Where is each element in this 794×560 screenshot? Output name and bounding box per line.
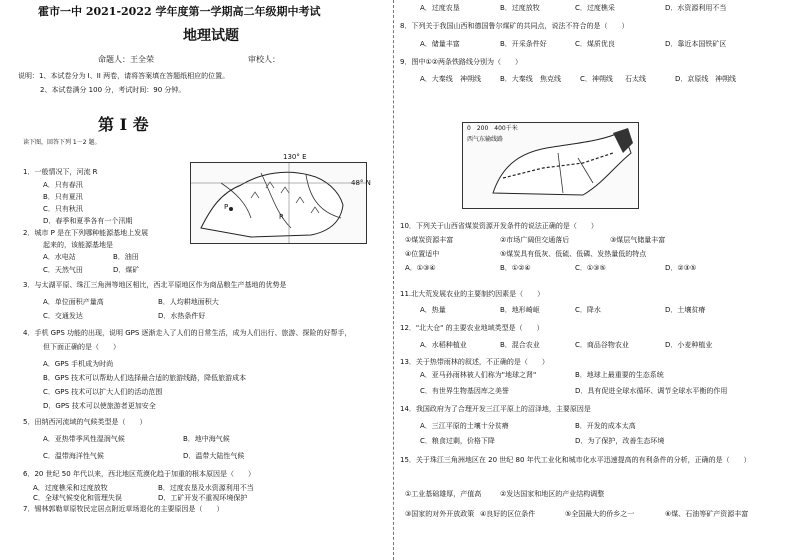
question-line: D．工矿开发不重视环境保护 bbox=[158, 494, 248, 502]
question-line: C．煤质优良 bbox=[575, 40, 615, 48]
question-line: C．温带海洋性气候 bbox=[43, 452, 104, 460]
question-line: ③煤层气储量丰富 bbox=[610, 236, 666, 244]
question-line: 14．我国政府为了合理开发三江平原上的沼泽地，主要原因是 bbox=[400, 405, 591, 413]
question-line: B．开采条件好 bbox=[500, 40, 547, 48]
map-scale: 0 200 400千米 bbox=[467, 125, 518, 132]
map-railways bbox=[462, 122, 639, 209]
map-heilongjiang bbox=[190, 153, 371, 244]
part-heading: 第 I 卷 bbox=[98, 115, 149, 134]
question-line: B．地形崎岖 bbox=[500, 306, 540, 314]
question-line: 石太线 bbox=[625, 75, 646, 83]
question-line: 神朔线 bbox=[460, 75, 481, 83]
map-drawing bbox=[191, 163, 366, 243]
question-line: A．大秦线 bbox=[420, 75, 453, 83]
question-line: C．天然气田 bbox=[43, 266, 83, 274]
question-line: C．①③⑤ bbox=[575, 264, 606, 272]
question-line: D．温带大陆性气候 bbox=[183, 452, 245, 460]
exam-title: 霍市一中 2021-2022 学年度第一学期高二年级期中考试 bbox=[38, 5, 321, 18]
question-line: B．地球上最重要的生态系统 bbox=[575, 371, 664, 379]
left-column bbox=[18, 0, 388, 560]
question-line: C．交通发达 bbox=[43, 312, 83, 320]
column-divider bbox=[393, 0, 394, 560]
question-line: B．过度放牧 bbox=[500, 4, 540, 12]
label-p: P bbox=[224, 203, 229, 211]
question-line: B．①②④ bbox=[500, 264, 531, 272]
question-line: 8．下列关于我国山西和德国鲁尔煤矿的共同点，说法不符合的是（ ） bbox=[400, 22, 629, 30]
question-line: D．春季和夏季各有一个汛期 bbox=[43, 217, 133, 225]
question-line: 2．城市 P 是在下列哪种能源基地上发展 bbox=[23, 229, 149, 237]
question-line: ②发达国家和地区的产业结构调整 bbox=[500, 490, 605, 498]
longitude-label: 130° E bbox=[283, 153, 307, 161]
question-line: A．储量丰富 bbox=[420, 40, 460, 48]
question-line: A．水电站 bbox=[43, 253, 76, 261]
question-line: C．有世界生物基因库之美誉 bbox=[420, 387, 509, 395]
question-line: 7．锡林郭勒草原牧民定居点附近草场退化的主要原因是（ ） bbox=[23, 505, 224, 513]
question-line: 但下面正确的是（ ） bbox=[43, 343, 120, 351]
question-line: ⑥煤、石油等矿产资源丰富 bbox=[665, 510, 749, 518]
question-line: A．三江平原的土壤十分贫瘠 bbox=[420, 422, 509, 430]
question-line: 5．田纳西河流域的气候类型是（ ） bbox=[23, 418, 147, 426]
group-intro: 读下图，回答下列 1－2 题。 bbox=[23, 139, 101, 146]
question-line: 10．下列关于山西省煤炭资源开发条件的说法正确的是（ ） bbox=[400, 222, 598, 230]
question-line: 12．"北大仓" 的主要农业地域类型是（ ） bbox=[400, 324, 544, 332]
question-line: D．为了保护，改善生态环境 bbox=[575, 437, 665, 445]
question-line: B．开发的成本太高 bbox=[575, 422, 636, 430]
question-line: D．煤矿 bbox=[113, 266, 140, 274]
question-line: 1．一般情况下，河流 R bbox=[23, 168, 98, 176]
subject-title: 地理试题 bbox=[183, 28, 239, 44]
question-line: A．①③④ bbox=[405, 264, 436, 272]
instruction-1: 说明：1、本试卷分为 I、II 两卷，请将答案填在答题纸相应的位置。 bbox=[18, 72, 230, 80]
instruction-2: 2、本试卷满分 100 分，考试时间：90 分钟。 bbox=[40, 86, 186, 94]
reviewer: 审校人： bbox=[248, 55, 280, 64]
label-r: R bbox=[279, 213, 284, 221]
question-line: A．GPS 手机成为时尚 bbox=[43, 360, 114, 368]
question-line: A．亚热带季风性湿润气候 bbox=[43, 435, 125, 443]
question-line: C．只有秋汛 bbox=[43, 205, 83, 213]
question-line: ②市场广阔但交通落后 bbox=[500, 236, 570, 244]
author: 命题人：王全荣 bbox=[98, 55, 154, 64]
question-line: ④位置适中 bbox=[405, 250, 440, 258]
question-line: B．油田 bbox=[113, 253, 139, 261]
question-line: ①工业基础雄厚，产值高 bbox=[405, 490, 482, 498]
question-line: D．②③⑤ bbox=[665, 264, 697, 272]
question-line: D．京原线 bbox=[675, 75, 709, 83]
question-line: C．GPS 技术可以扩大人们的活动范围 bbox=[43, 388, 163, 396]
question-line: 焦克线 bbox=[540, 75, 561, 83]
question-line: B．GPS 技术可以帮助人们选择最合适的旅游线路，降低旅游成本 bbox=[43, 374, 247, 382]
question-line: A．单位面积产量高 bbox=[43, 298, 104, 306]
question-line: A．水稻种植业 bbox=[420, 341, 467, 349]
question-line: ⑤全国最大的侨乡之一 bbox=[565, 510, 635, 518]
question-line: ③国家的对外开放政策 bbox=[405, 510, 475, 518]
question-line: C．神朔线 bbox=[580, 75, 613, 83]
question-line: C．全球气候变化和管理失误 bbox=[33, 494, 122, 502]
question-line: A．亚马孙雨林被人们称为"地球之肾" bbox=[420, 371, 537, 379]
question-line: 3．与太湖平原、珠江三角洲等地区相比，西北平原地区作为商品粮生产基地的优势是 bbox=[23, 281, 287, 289]
question-line: C．降水 bbox=[575, 306, 601, 314]
question-line: D．GPS 技术可以使旅游者更加安全 bbox=[43, 402, 156, 410]
question-line: 起来的，该能源基地是 bbox=[43, 241, 113, 249]
question-line: B．人均耕地面积大 bbox=[158, 298, 219, 306]
question-line: D．具有促进全球水循环、调节全球水平衡的作用 bbox=[575, 387, 728, 395]
latitude-label: 48° N bbox=[351, 179, 371, 187]
question-line: 6．20 世纪 50 年代以来，西北地区荒漠化趋于加重的根本原因是（ ） bbox=[23, 470, 255, 478]
question-line: C．粮食过剩，价格下降 bbox=[420, 437, 495, 445]
question-line: 13．关于热带雨林的叙述，不正确的是（ ） bbox=[400, 358, 549, 366]
question-line: D．小麦种植业 bbox=[665, 341, 713, 349]
right-column bbox=[400, 0, 780, 560]
question-line: 神朔线 bbox=[715, 75, 736, 83]
question-line: C．过度樵采 bbox=[575, 4, 615, 12]
question-line: ⑤煤炭具有低灰、低硫、低磷、发热量低的特点 bbox=[500, 250, 647, 258]
question-line: B．过度农垦及水资源利用不当 bbox=[158, 484, 254, 492]
map-legend: 西气东输线路 bbox=[467, 136, 504, 143]
question-line: A．过度农垦 bbox=[420, 4, 460, 12]
question-line: D．土壤贫瘠 bbox=[665, 306, 706, 314]
question-line: 4．手机 GPS 功能的出现，说明 GPS 逐渐走入了人们的日常生活，成为人们出行、旅游、探险的好帮手， bbox=[23, 329, 352, 337]
question-line: A．只有春汛 bbox=[43, 181, 83, 189]
question-line: B．只有夏汛 bbox=[43, 193, 83, 201]
question-line: 9．图中①②两条铁路线分别为（ ） bbox=[400, 58, 523, 66]
question-line: B．大秦线 bbox=[500, 75, 533, 83]
question-line: D．靠近本国铁矿区 bbox=[665, 40, 727, 48]
question-line: B．混合农业 bbox=[500, 341, 540, 349]
question-line: ①煤炭资源丰富 bbox=[405, 236, 454, 244]
question-line: A．过度樵采和过度放牧 bbox=[33, 484, 108, 492]
question-line: C．商品谷物农业 bbox=[575, 341, 629, 349]
question-line: D．水热条件好 bbox=[158, 312, 206, 320]
question-line: B．地中海气候 bbox=[183, 435, 230, 443]
question-line: D．水资源利用不当 bbox=[665, 4, 727, 12]
question-line: 11.北大荒发展农业的主要制约因素是（ ） bbox=[400, 290, 545, 298]
question-line: A．热量 bbox=[420, 306, 446, 314]
question-line: ④良好的区位条件 bbox=[480, 510, 536, 518]
question-line: 15．关于珠江三角洲地区在 20 世纪 80 年代工业化和城市化水平迅速提高的有利条件的分析，正确的是（ ） bbox=[400, 456, 751, 464]
